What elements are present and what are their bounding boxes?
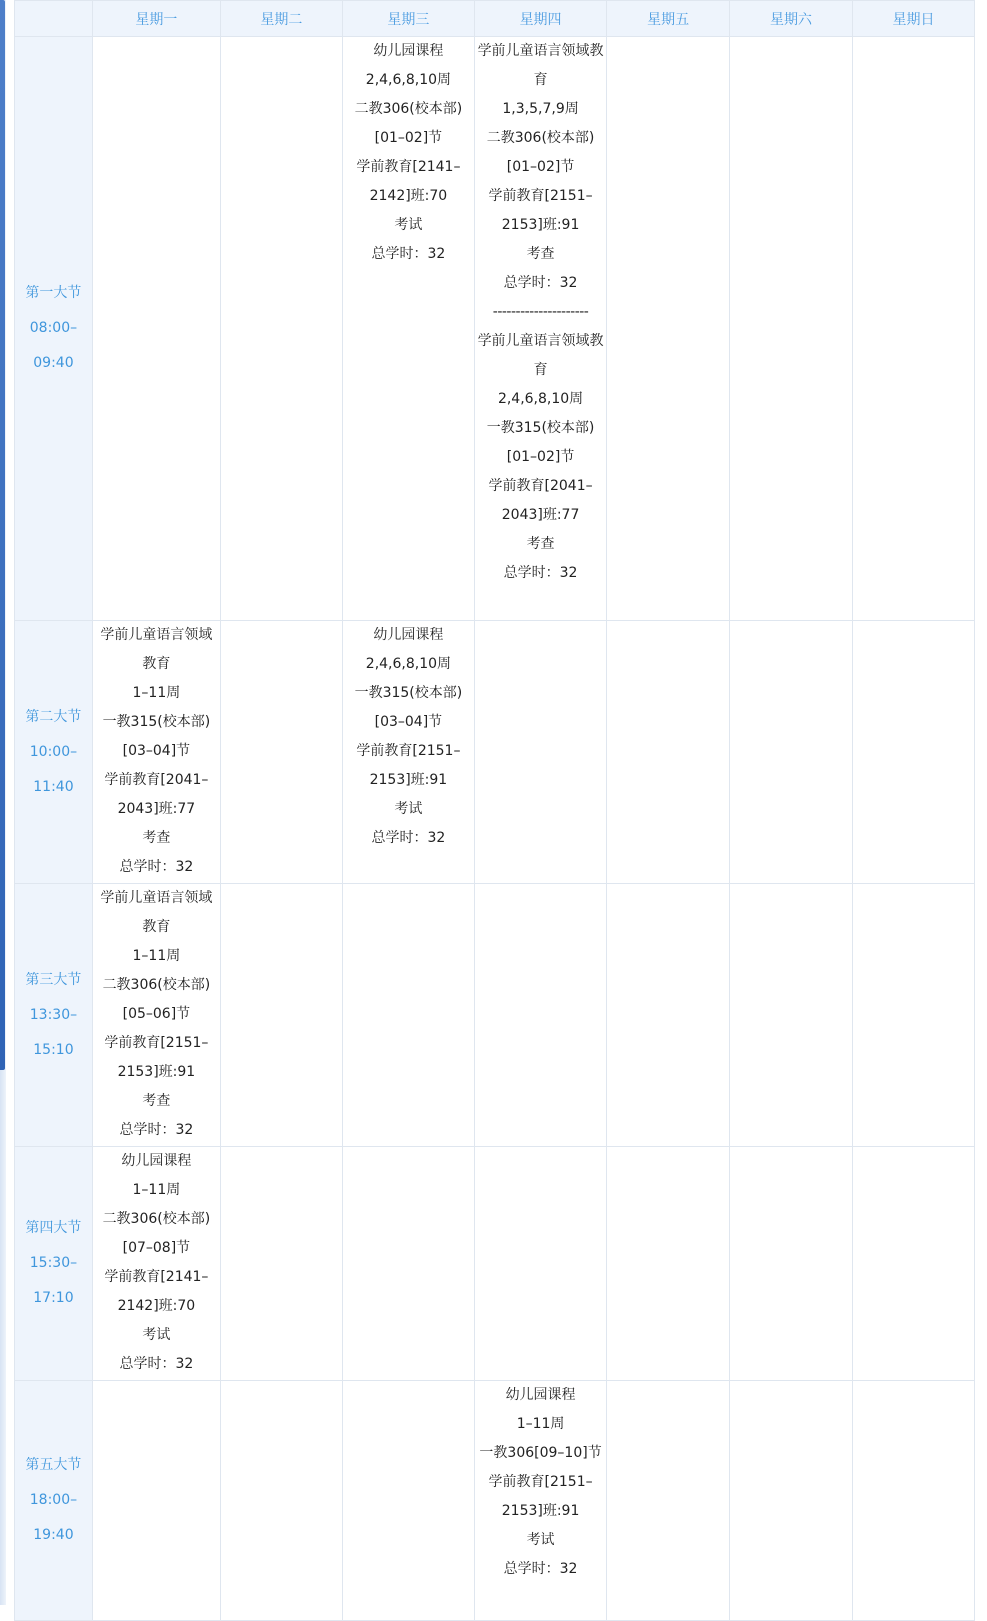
period-cell-2	[15, 621, 93, 884]
period-cell-1	[15, 37, 93, 621]
course-line: 2153]班:91	[117, 1064, 196, 1080]
period-row-1	[15, 37, 975, 621]
cell-p1-sun	[853, 37, 975, 621]
cell-p4-sun	[853, 1147, 975, 1381]
course-line: 考查	[526, 246, 555, 262]
course-line: 学前教育[2041–	[104, 772, 209, 788]
period-cell-4	[15, 1147, 93, 1381]
cell-p3-wed	[342, 884, 474, 1147]
course-line: 总学时：32	[503, 1561, 578, 1577]
cell-p5-fri	[607, 1381, 730, 1621]
course-line: 考查	[142, 1093, 171, 1109]
cell-p1-mon	[92, 37, 220, 621]
cell-p2-thu	[474, 621, 606, 884]
course-line: 二教306(校本部)	[486, 130, 595, 146]
course-line: 1–11周	[132, 1182, 181, 1198]
cell-p2-sat	[730, 621, 853, 884]
cell-p3-sun	[853, 884, 975, 1147]
course-line: 学前教育[2151–	[104, 1035, 209, 1051]
header-tuesday: 星期二	[220, 1, 342, 37]
course-line: 一教315(校本部)	[486, 420, 595, 436]
cell-p4-thu	[474, 1147, 606, 1381]
cell-p5-sat	[730, 1381, 853, 1621]
course-line: 1–11周	[132, 685, 181, 701]
course-block[interactable]	[343, 621, 474, 853]
period-label-3: 第三大节 13:30–15:10	[25, 971, 82, 1058]
scrollbar-track[interactable]	[0, 0, 6, 1605]
course-line: 2,4,6,8,10周	[365, 656, 452, 672]
course-line: 幼儿园课程	[373, 43, 444, 59]
course-line: 学前教育[2151–	[356, 743, 461, 759]
cell-p3-fri	[607, 884, 730, 1147]
course-line: 考查	[142, 830, 171, 846]
period-row-4	[15, 1147, 975, 1381]
course-line: 1–11周	[132, 948, 181, 964]
cell-p1-wed[interactable]	[342, 37, 474, 621]
scrollbar-thumb[interactable]	[0, 0, 5, 1070]
course-block[interactable]	[343, 37, 474, 269]
course-line: 学前儿童语言领域	[100, 627, 213, 643]
course-line: 一教315(校本部)	[102, 714, 211, 730]
course-line: 二教306(校本部)	[354, 101, 463, 117]
course-line: [01–02]节	[506, 449, 575, 465]
course-line: 总学时：32	[371, 246, 446, 262]
cell-p5-thu[interactable]	[474, 1381, 606, 1621]
course-line: 1,3,5,7,9周	[502, 101, 579, 117]
course-line: 2043]班:77	[117, 801, 196, 817]
course-line: 考试	[394, 217, 423, 233]
period-row-3	[15, 884, 975, 1147]
cell-p3-tue	[220, 884, 342, 1147]
cell-p1-tue	[220, 37, 342, 621]
cell-p2-tue	[220, 621, 342, 884]
header-thursday: 星期四	[474, 1, 606, 37]
cell-p2-sun	[853, 621, 975, 884]
course-line: 2153]班:91	[369, 772, 448, 788]
course-line: 总学时：32	[371, 830, 446, 846]
course-line: 2,4,6,8,10周	[365, 72, 452, 88]
period-row-2	[15, 621, 975, 884]
course-line: 幼儿园课程	[121, 1153, 192, 1169]
cell-p5-mon	[92, 1381, 220, 1621]
course-line: 幼儿园课程	[373, 627, 444, 643]
cell-p4-mon[interactable]	[92, 1147, 220, 1381]
period-row-5	[15, 1381, 975, 1621]
course-line: 考试	[142, 1327, 171, 1343]
course-line: 2043]班:77	[501, 507, 580, 523]
course-line: 考查	[526, 536, 555, 552]
period-label-4: 第四大节 15:30–17:10	[25, 1220, 82, 1306]
course-line: [03–04]节	[122, 743, 191, 759]
course-line: [01–02]节	[374, 130, 443, 146]
course-line: 育	[533, 362, 548, 378]
course-line: 一教306[09–10]节	[479, 1445, 602, 1461]
course-line: 学前儿童语言领域教	[477, 43, 604, 59]
header-monday: 星期一	[92, 1, 220, 37]
header-saturday: 星期六	[730, 1, 853, 37]
course-line: 学前儿童语言领域	[100, 890, 213, 906]
course-line: 学前教育[2151–	[488, 1474, 593, 1490]
period-cell-5	[15, 1381, 93, 1621]
course-line: 1–11周	[516, 1416, 565, 1432]
course-line: 考试	[394, 801, 423, 817]
header-row	[15, 1, 975, 37]
period-label-2: 第二大节 10:00–11:40	[25, 708, 82, 795]
period-cell-3	[15, 884, 93, 1147]
cell-p2-mon[interactable]	[92, 621, 220, 884]
period-label-1: 第一大节 08:00– 09:40	[25, 285, 82, 371]
timetable	[14, 0, 975, 1621]
course-block[interactable]	[475, 1381, 606, 1584]
cell-p5-tue	[220, 1381, 342, 1621]
course-line: 总学时：32	[119, 1122, 194, 1138]
course-line: 总学时：32	[119, 1356, 194, 1372]
cell-p1-thu[interactable]	[474, 37, 606, 621]
course-line: 2,4,6,8,10周	[497, 391, 584, 407]
course-line: 教育	[142, 919, 171, 935]
course-line: 学前教育[2041–	[488, 478, 593, 494]
course-line: 一教315(校本部)	[354, 685, 463, 701]
cell-p5-sun	[853, 1381, 975, 1621]
course-line: 学前教育[2151–	[488, 188, 593, 204]
course-block[interactable]	[475, 327, 606, 588]
course-line: 二教306(校本部)	[102, 977, 211, 993]
course-line: 2153]班:91	[501, 1503, 580, 1519]
course-line: [03–04]节	[374, 714, 443, 730]
header-friday: 星期五	[607, 1, 730, 37]
course-line: 幼儿园课程	[505, 1387, 576, 1403]
course-line: 考试	[526, 1532, 555, 1548]
course-line: 2153]班:91	[501, 217, 580, 233]
cell-p4-fri	[607, 1147, 730, 1381]
course-line: 2142]班:70	[117, 1298, 196, 1314]
cell-p5-wed	[342, 1381, 474, 1621]
header-sunday: 星期日	[853, 1, 975, 37]
course-line: 育	[533, 72, 548, 88]
course-line: 学前儿童语言领域教	[477, 333, 604, 349]
course-line: 2142]班:70	[369, 188, 448, 204]
cell-p3-mon[interactable]	[92, 884, 220, 1147]
header-wednesday: 星期三	[342, 1, 474, 37]
course-block[interactable]	[93, 884, 220, 1145]
course-line: 学前教育[2141–	[104, 1269, 209, 1285]
course-line: 总学时：32	[503, 565, 578, 581]
cell-p3-sat	[730, 884, 853, 1147]
cell-p3-thu	[474, 884, 606, 1147]
course-line: 二教306(校本部)	[102, 1211, 211, 1227]
cell-p1-sat	[730, 37, 853, 621]
course-line: 教育	[142, 656, 171, 672]
course-line: [07–08]节	[122, 1240, 191, 1256]
course-line: [05–06]节	[122, 1006, 191, 1022]
course-line: 总学时：32	[503, 275, 578, 291]
cell-p2-fri	[607, 621, 730, 884]
cell-p4-wed	[342, 1147, 474, 1381]
course-divider: ---------------------	[492, 304, 589, 320]
course-block[interactable]	[93, 621, 220, 882]
course-block[interactable]	[475, 37, 606, 298]
course-line: 总学时：32	[119, 859, 194, 875]
period-label-5: 第五大节 18:00– 19:40	[25, 1457, 82, 1543]
course-line: 学前教育[2141–	[356, 159, 461, 175]
cell-p4-sat	[730, 1147, 853, 1381]
course-block[interactable]	[93, 1147, 220, 1379]
cell-p4-tue	[220, 1147, 342, 1381]
cell-p2-wed[interactable]	[342, 621, 474, 884]
cell-p1-fri	[607, 37, 730, 621]
course-line: [01–02]节	[506, 159, 575, 175]
header-corner	[15, 1, 93, 37]
